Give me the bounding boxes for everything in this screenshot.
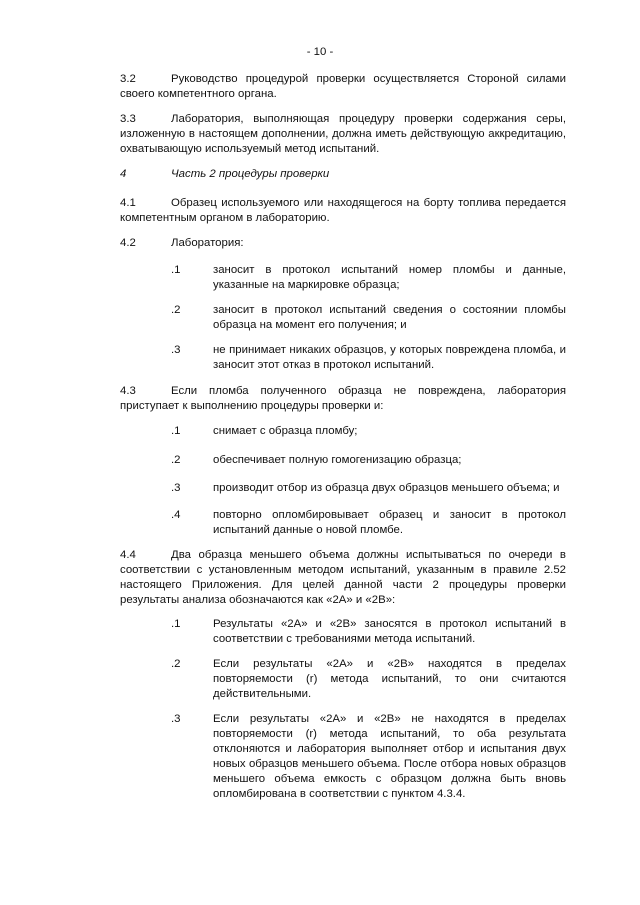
list-item-4-3-2 <box>171 453 566 468</box>
page-number: - 10 - <box>306 46 334 58</box>
paragraph-4-2 <box>120 236 566 251</box>
paragraph-3-3 <box>120 112 566 157</box>
list-item-4-2-2 <box>171 303 566 333</box>
item-text: не принимает никаких образцов, у которых повреждена пломба, и заносит этот отказ в протокол испытаний. <box>213 344 566 371</box>
item-number: .2 <box>171 304 181 316</box>
item-text: снимает с образца пломбу; <box>213 425 358 437</box>
list-item-4-3-3 <box>171 481 566 496</box>
item-text: обеспечивает полную гомогенизацию образца; <box>213 454 462 466</box>
item-number: .2 <box>171 658 181 670</box>
item-text: производит отбор из образца двух образцов меньшего объема; и <box>213 482 560 494</box>
section-number: 4 <box>120 168 127 180</box>
item-text: заносит в протокол испытаний номер пломбы и данные, указанные на маркировке образца; <box>213 264 566 291</box>
item-number: .1 <box>171 618 181 630</box>
paragraph-text: Лаборатория: <box>171 237 244 249</box>
item-number: .1 <box>171 264 181 276</box>
item-number: .3 <box>171 482 181 494</box>
item-number: .2 <box>171 454 181 466</box>
item-number: .4 <box>171 509 181 521</box>
paragraph-3-2 <box>120 72 566 102</box>
paragraph-number: 4.1 <box>120 197 136 209</box>
paragraph-number: 3.3 <box>120 113 136 125</box>
item-text: Если результаты «2А» и «2В» не находятся в пределах повторяемости (r) метода испытаний, то оба результата отклоняются и лаборатория выполняет отбор и испытания двух новых образцов меньшего объема. После отбора новых образцов меньшего объема емкость с образцом должна быть вновь опломбирована в соответствии с пунктом 4.3.4. <box>213 713 566 800</box>
list-item-4-2-3 <box>171 343 566 373</box>
item-number: .1 <box>171 425 181 437</box>
paragraph-number: 3.2 <box>120 73 136 85</box>
paragraph-number: 4.4 <box>120 549 136 561</box>
paragraph-4-1 <box>120 196 566 226</box>
item-text: заносит в протокол испытаний сведения о состоянии пломбы образца на момент его получения; и <box>213 304 566 331</box>
list-item-4-4-3 <box>171 712 566 802</box>
paragraph-text: Образец используемого или находящегося на борту топлива передается компетентным органом в лабораторию. <box>120 197 566 224</box>
paragraph-4-3 <box>120 384 566 414</box>
section-heading-4 <box>120 167 566 182</box>
list-item-4-4-1 <box>171 617 566 647</box>
item-number: .3 <box>171 344 181 356</box>
list-item-4-3-4 <box>171 508 566 538</box>
item-text: Результаты «2А» и «2В» заносятся в протокол испытаний в соответствии с требованиями метода испытаний. <box>213 618 566 645</box>
paragraph-text: Руководство процедурой проверки осуществляется Стороной силами своего компетентного органа. <box>120 73 566 100</box>
paragraph-number: 4.2 <box>120 237 136 249</box>
list-item-4-4-2 <box>171 657 566 702</box>
item-text: повторно опломбировывает образец и заносит в протокол испытаний данные о новой пломбе. <box>213 509 566 536</box>
item-number: .3 <box>171 713 181 725</box>
paragraph-text: Лаборатория, выполняющая процедуру проверки содержания серы, изложенную в настоящем дополнении, должна иметь действующую аккредитацию, охватывающую используемый метод испытаний. <box>120 113 566 155</box>
paragraph-number: 4.3 <box>120 385 136 397</box>
paragraph-text: Два образца меньшего объема должны испытываться по очереди в соответствии с установленным методом испытаний, указанным в правиле 2.52 настоящего Приложения. Для целей данной части 2 процедуры проверки результаты анализа обозначаются как «2А» и «2В»: <box>120 549 566 606</box>
list-item-4-2-1 <box>171 263 566 293</box>
paragraph-4-4 <box>120 548 566 608</box>
item-text: Если результаты «2А» и «2В» находятся в пределах повторяемости (r) метода испытаний, то они считаются действительными. <box>213 658 566 700</box>
list-item-4-3-1 <box>171 424 566 439</box>
section-title: Часть 2 процедуры проверки <box>171 168 330 180</box>
paragraph-text: Если пломба полученного образца не повреждена, лаборатория приступает к выполнению процедуры проверки и: <box>120 385 566 412</box>
